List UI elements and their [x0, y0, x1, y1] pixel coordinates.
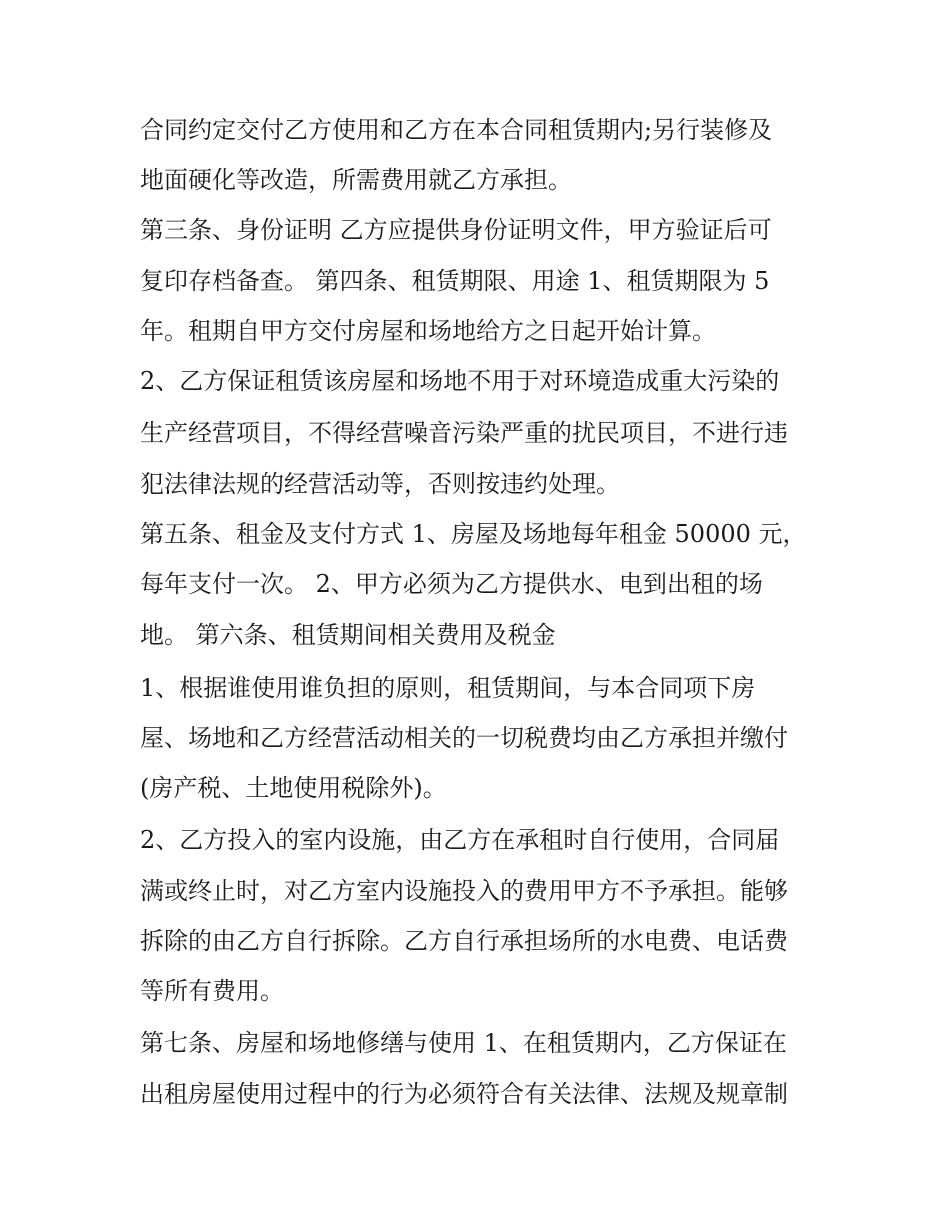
text-line: (房产税、土地使用税除外)。 [140, 774, 447, 802]
text-line: 地。 第六条、租赁期间相关费用及税金 [140, 621, 556, 649]
text-line: 犯法律法规的经营活动等，否则按违约处理。 [140, 470, 620, 498]
text-line: 复印存档备查。 第四条、租赁期限、用途 1、租赁期限为 5 [140, 267, 770, 295]
text-line: 合同约定交付乙方使用和乙方在本合同租赁期内;另行装修及 [140, 116, 773, 144]
text-line: 第三条、身份证明 乙方应提供身份证明文件，甲方验证后可 [140, 216, 772, 244]
text-line: 2、乙方投入的室内设施，由乙方在承租时自行使用，合同届 [140, 826, 780, 854]
text-line: 年。租期自甲方交付房屋和场地给方之日起开始计算。 [140, 317, 716, 345]
text-line: 生产经营项目，不得经营噪音污染严重的扰民项目，不进行违 [140, 419, 788, 447]
text-line: 第五条、租金及支付方式 1、房屋及场地每年租金 50000 元， [140, 520, 807, 548]
text-line: 满或终止时，对乙方室内设施投入的费用甲方不予承担。能够 [140, 877, 788, 905]
text-line: 每年支付一次。 2、甲方必须为乙方提供水、电到出租的场 [140, 570, 763, 598]
text-line: 拆除的由乙方自行拆除。乙方自行承担场所的水电费、电话费 [140, 927, 788, 955]
text-line: 屋、场地和乙方经营活动相关的一切税费均由乙方承担并缴付 [140, 724, 788, 752]
text-line: 等所有费用。 [140, 977, 284, 1005]
text-line: 2、乙方保证租赁该房屋和场地不用于对环境造成重大污染的 [140, 367, 780, 395]
text-line: 出租房屋使用过程中的行为必须符合有关法律、法规及规章制 [140, 1080, 788, 1108]
text-line: 第七条、房屋和场地修缮与使用 1、在租赁期内，乙方保证在 [140, 1029, 787, 1057]
text-line: 1、根据谁使用谁负担的原则，租赁期间，与本合同项下房 [140, 674, 756, 702]
text-line: 地面硬化等改造，所需费用就乙方承担。 [140, 166, 572, 194]
